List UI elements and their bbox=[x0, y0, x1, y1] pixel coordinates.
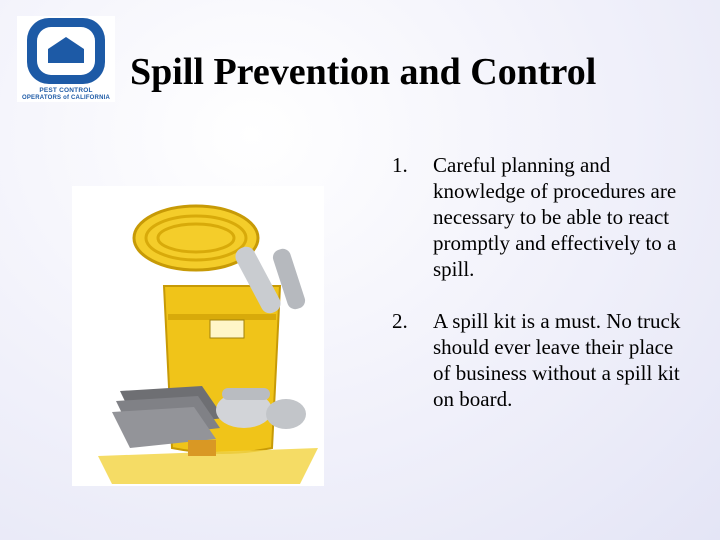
house-icon bbox=[17, 16, 115, 88]
list-item bbox=[392, 308, 692, 412]
list-item bbox=[392, 152, 692, 282]
spill-kit-photo bbox=[72, 186, 324, 486]
slide-title: Spill Prevention and Control bbox=[130, 51, 597, 93]
logo-text-line1: PEST CONTROL bbox=[39, 87, 93, 94]
list-item-text: Careful planning and knowledge of procedures are necessary to be able to react promptly and effectively to a spill. bbox=[433, 153, 677, 281]
bullet-list bbox=[392, 152, 692, 438]
list-item-number: 2. bbox=[392, 309, 408, 333]
list-item-number: 1. bbox=[392, 153, 408, 177]
organization-logo bbox=[17, 16, 115, 102]
logo-text-line2: OPERATORS of CALIFORNIA bbox=[21, 95, 111, 101]
spill-kit-icon bbox=[72, 186, 324, 486]
list-item-text: A spill kit is a must. No truck should ever leave their place of business without a spill kit on board. bbox=[433, 309, 681, 411]
